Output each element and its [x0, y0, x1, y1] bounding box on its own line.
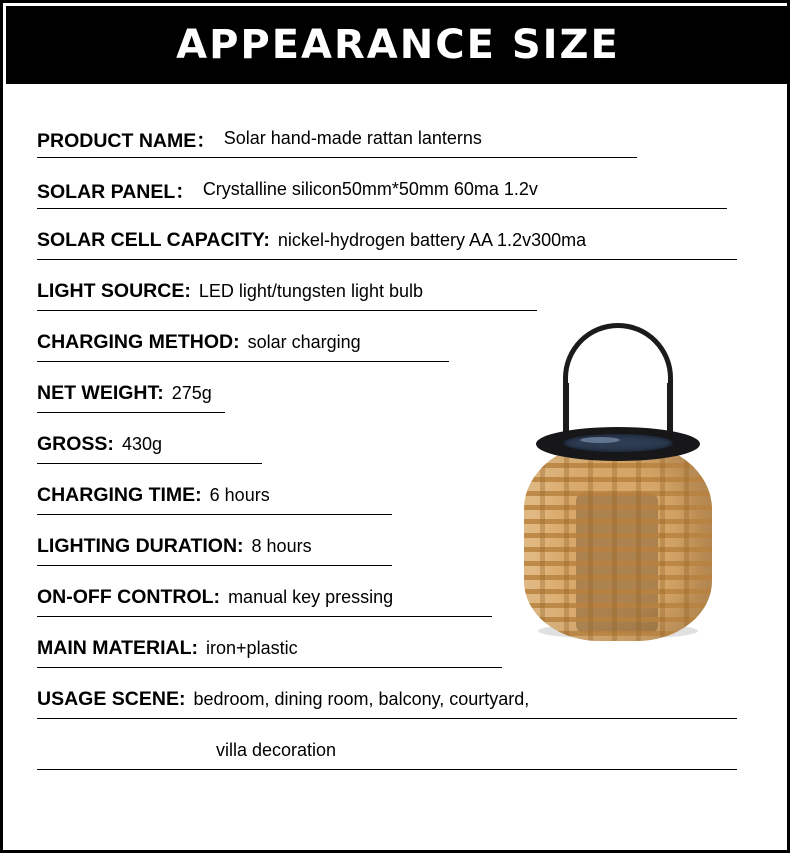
- product-image-lantern: [508, 323, 728, 653]
- spec-value: solar charging: [247, 332, 361, 352]
- spec-label: CHARGING TIME:: [37, 484, 202, 506]
- solar-panel-highlight: [580, 437, 620, 443]
- spec-row: [3, 266, 790, 317]
- spec-underline: [37, 718, 737, 719]
- spec-label: NET WEIGHT:: [37, 382, 164, 404]
- header-bar: [6, 6, 790, 84]
- spec-underline: [37, 667, 502, 668]
- spec-underline: [37, 259, 737, 260]
- spec-row: [3, 164, 790, 215]
- spec-value: iron+plastic: [206, 638, 298, 658]
- spec-label: LIGHT SOURCE:: [37, 280, 191, 302]
- spec-label: LIGHTING DURATION:: [37, 535, 244, 557]
- spec-underline: [37, 208, 727, 209]
- spec-underline: [37, 157, 637, 158]
- spec-underline: [37, 514, 392, 515]
- spec-value: 8 hours: [251, 536, 312, 556]
- spec-label: ON-OFF CONTROL:: [37, 586, 221, 608]
- spec-underline: [37, 565, 392, 566]
- spec-value: 430g: [121, 434, 162, 454]
- spec-value: villa decoration: [216, 740, 337, 760]
- spec-underline: [37, 616, 492, 617]
- spec-value: manual key pressing: [228, 587, 394, 607]
- page-title: APPEARANCE SIZE: [176, 22, 620, 68]
- spec-value: 6 hours: [209, 485, 270, 505]
- spec-value: Solar hand-made rattan lanterns: [223, 128, 482, 148]
- spec-underline: [37, 463, 262, 464]
- spec-value: bedroom, dining room, balcony, courtyard,: [193, 689, 530, 709]
- spec-label: MAIN MATERIAL:: [37, 637, 199, 659]
- spec-label: CHARGING METHOD:: [37, 331, 240, 353]
- spec-underline: [37, 361, 449, 362]
- spec-row: [3, 725, 790, 776]
- spec-underline: [37, 412, 225, 413]
- solar-panel-icon: [563, 434, 673, 452]
- spec-label: SOLAR CELL CAPACITY:: [37, 229, 270, 251]
- spec-row: [3, 215, 790, 266]
- spec-label: SOLAR PANEL：: [37, 180, 195, 203]
- spec-value: nickel-hydrogen battery AA 1.2v300ma: [277, 230, 587, 250]
- spec-underline: [37, 310, 537, 311]
- spec-row: [3, 674, 790, 725]
- spec-value: LED light/tungsten light bulb: [198, 281, 423, 301]
- spec-underline: [37, 769, 737, 770]
- spec-label: GROSS:: [37, 433, 114, 455]
- spec-label: PRODUCT NAME：: [37, 129, 216, 152]
- rattan-basket: [524, 441, 712, 641]
- spec-label: USAGE SCENE:: [37, 688, 186, 710]
- spec-row: [3, 113, 790, 164]
- spec-value: 275g: [171, 383, 212, 403]
- spec-value: Crystalline silicon50mm*50mm 60ma 1.2v: [202, 179, 538, 199]
